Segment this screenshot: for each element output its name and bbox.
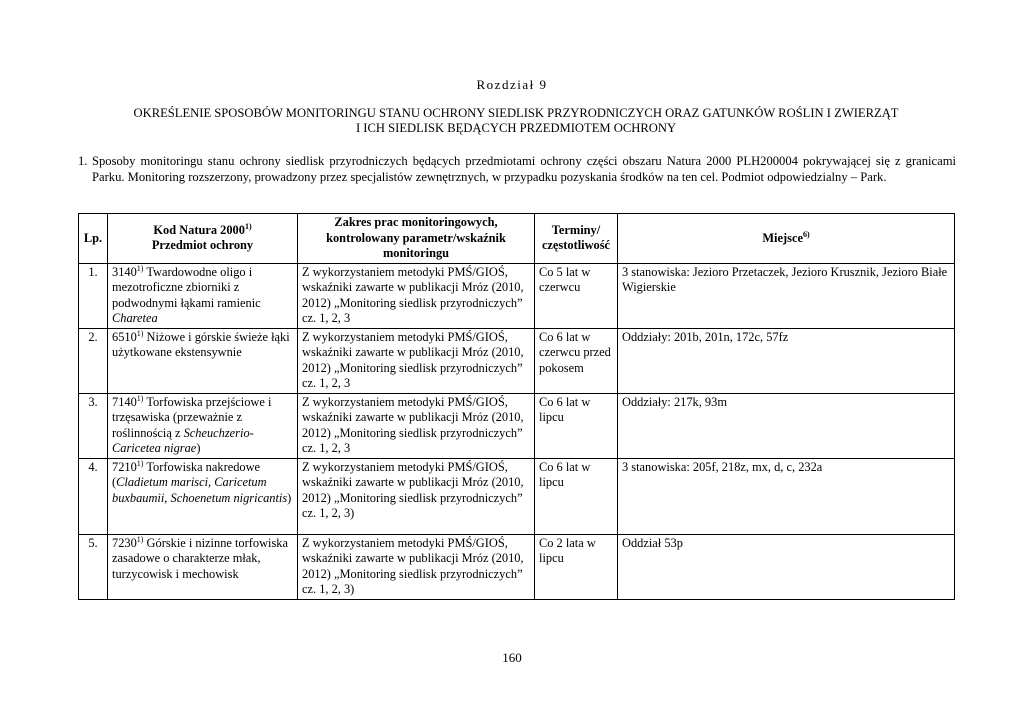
habitat-name-a: Niżowe i górskie świeże łąki użytkowane ekstensywnie (112, 329, 290, 359)
cell-miejsce: Oddział 53p (618, 534, 955, 599)
habitat-code: 7140 (112, 394, 137, 409)
habitat-name-italic: Scheuchzerio-Caricetea nigrae (112, 425, 254, 455)
habitat-name-italic: Charetea (112, 311, 158, 325)
habitat-code-sup: 1) (136, 393, 144, 403)
habitat-name-c: ) (196, 441, 201, 455)
header-miejsce-text: Miejsce (762, 230, 803, 245)
cell-lp: 2. (79, 328, 108, 393)
document-title (80, 106, 952, 136)
habitat-code: 7210 (112, 459, 137, 474)
cell-habitat (108, 263, 298, 328)
habitat-code-sup: 1) (136, 458, 144, 468)
table-row (79, 328, 955, 393)
table-row (79, 263, 955, 328)
cell-terminy: Co 5 lat w czerwcu (535, 263, 618, 328)
cell-zakres: Z wykorzystaniem metodyki PMŚ/GIOŚ, wskaźniki zawarte w publikacji Mróz (2010, 2012) „Monitoring siedlisk przyrodniczych” cz. 1, 2, 3 (298, 393, 535, 458)
header-kod-line2: Przedmiot ochrony (151, 238, 254, 253)
cell-terminy: Co 2 lata w lipcu (535, 534, 618, 599)
header-terminy: Terminy/ częstotliwość (535, 214, 618, 264)
header-kod (108, 214, 298, 264)
header-zakres: Zakres prac monitoringowych, kontrolowany parametr/wskaźnik monitoringu (298, 214, 535, 264)
chapter-heading: Rozdział 9 (476, 77, 548, 92)
habitat-name-a: Torfowiska przejściowe i trzęsawiska (przeważnie z roślinnością z (112, 394, 272, 440)
header-miejsce-sup: 6) (802, 229, 810, 239)
cell-lp: 1. (79, 263, 108, 328)
cell-habitat (108, 328, 298, 393)
habitat-name-c: ) (287, 490, 292, 505)
cell-zakres: Z wykorzystaniem metodyki PMŚ/GIOŚ, wskaźniki zawarte w publikacji Mróz (2010, 2012) „Monitoring siedlisk przyrodniczych” cz. 1, 2, 3 (298, 328, 535, 393)
habitat-name-a: Torfowiska nakredowe ( (112, 459, 261, 489)
cell-miejsce: Oddziały: 201b, 201n, 172c, 57fz (618, 328, 955, 393)
intro-paragraph (78, 153, 956, 185)
cell-lp: 5. (79, 534, 108, 599)
title-line-2: I ICH SIEDLISK BĘDĄCYCH PRZEDMIOTEM OCHRONY (355, 121, 677, 135)
cell-lp: 3. (79, 393, 108, 458)
monitoring-table (78, 213, 955, 600)
header-kod-sup: 1) (244, 221, 252, 231)
cell-terminy: Co 6 lat w czerwcu przed pokosem (535, 328, 618, 393)
table-row (79, 393, 955, 458)
cell-miejsce: Oddziały: 217k, 93m (618, 393, 955, 458)
intro-number: 1. (78, 154, 88, 168)
table-row (79, 534, 955, 599)
header-lp: Lp. (79, 214, 108, 264)
habitat-code-sup: 1) (136, 263, 144, 273)
habitat-code: 6510 (112, 329, 137, 344)
table-row (79, 458, 955, 534)
cell-terminy: Co 6 lat w lipcu (535, 458, 618, 534)
header-miejsce (618, 214, 955, 264)
intro-text: Sposoby monitoringu stanu ochrony siedlisk przyrodniczych będących przedmiotami ochrony części obszaru Natura 2000 PLH200004 pokrywającej się z granicami Parku. Monitoring rozszerzony, prowadzony przez specjalistów zewnętrznych, w przypadku pozyskania środków na ten cel. Podmiot odpowiedzialny – Park. (92, 154, 956, 184)
cell-habitat (108, 534, 298, 599)
cell-zakres: Z wykorzystaniem metodyki PMŚ/GIOŚ, wskaźniki zawarte w publikacji Mróz (2010, 2012) „Monitoring siedlisk przyrodniczych” cz. 1, 2, 3) (298, 534, 535, 599)
title-line-1: OKREŚLENIE SPOSOBÓW MONITORINGU STANU OCHRONY SIEDLISK PRZYRODNICZYCH ORAZ GATUNKÓW ROŚLIN I ZWIERZĄT (133, 106, 899, 120)
header-kod-line1: Kod Natura 2000 (153, 222, 245, 237)
cell-miejsce: 3 stanowiska: Jezioro Przetaczek, Jezioro Krusznik, Jezioro Białe Wigierskie (618, 263, 955, 328)
cell-lp: 4. (79, 458, 108, 534)
habitat-code-sup: 1) (136, 534, 144, 544)
cell-zakres: Z wykorzystaniem metodyki PMŚ/GIOŚ, wskaźniki zawarte w publikacji Mróz (2010, 2012) „Monitoring siedlisk przyrodniczych” cz. 1, 2, 3 (298, 263, 535, 328)
habitat-code: 7230 (112, 535, 137, 550)
cell-zakres: Z wykorzystaniem metodyki PMŚ/GIOŚ, wskaźniki zawarte w publikacji Mróz (2010, 2012) „Monitoring siedlisk przyrodniczych” cz. 1, 2, 3) (298, 458, 535, 534)
cell-miejsce: 3 stanowiska: 205f, 218z, mx, d, c, 232a (618, 458, 955, 534)
page-number: 160 (502, 650, 522, 665)
habitat-code: 3140 (112, 264, 137, 279)
habitat-name-italic: Cladietum marisci, Caricetum buxbaumii, Schoenetum nigricantis (112, 475, 288, 505)
habitat-name-a: Górskie i nizinne torfowiska zasadowe o charakterze młak, turzycowisk i mechowisk (112, 535, 288, 581)
table-header-row (79, 214, 955, 264)
cell-habitat (108, 458, 298, 534)
cell-habitat (108, 393, 298, 458)
habitat-code-sup: 1) (136, 328, 144, 338)
cell-terminy: Co 6 lat w lipcu (535, 393, 618, 458)
habitat-name-a: Twardowodne oligo i mezotroficzne zbiorniki z podwodnymi łąkami ramienic (112, 264, 261, 310)
